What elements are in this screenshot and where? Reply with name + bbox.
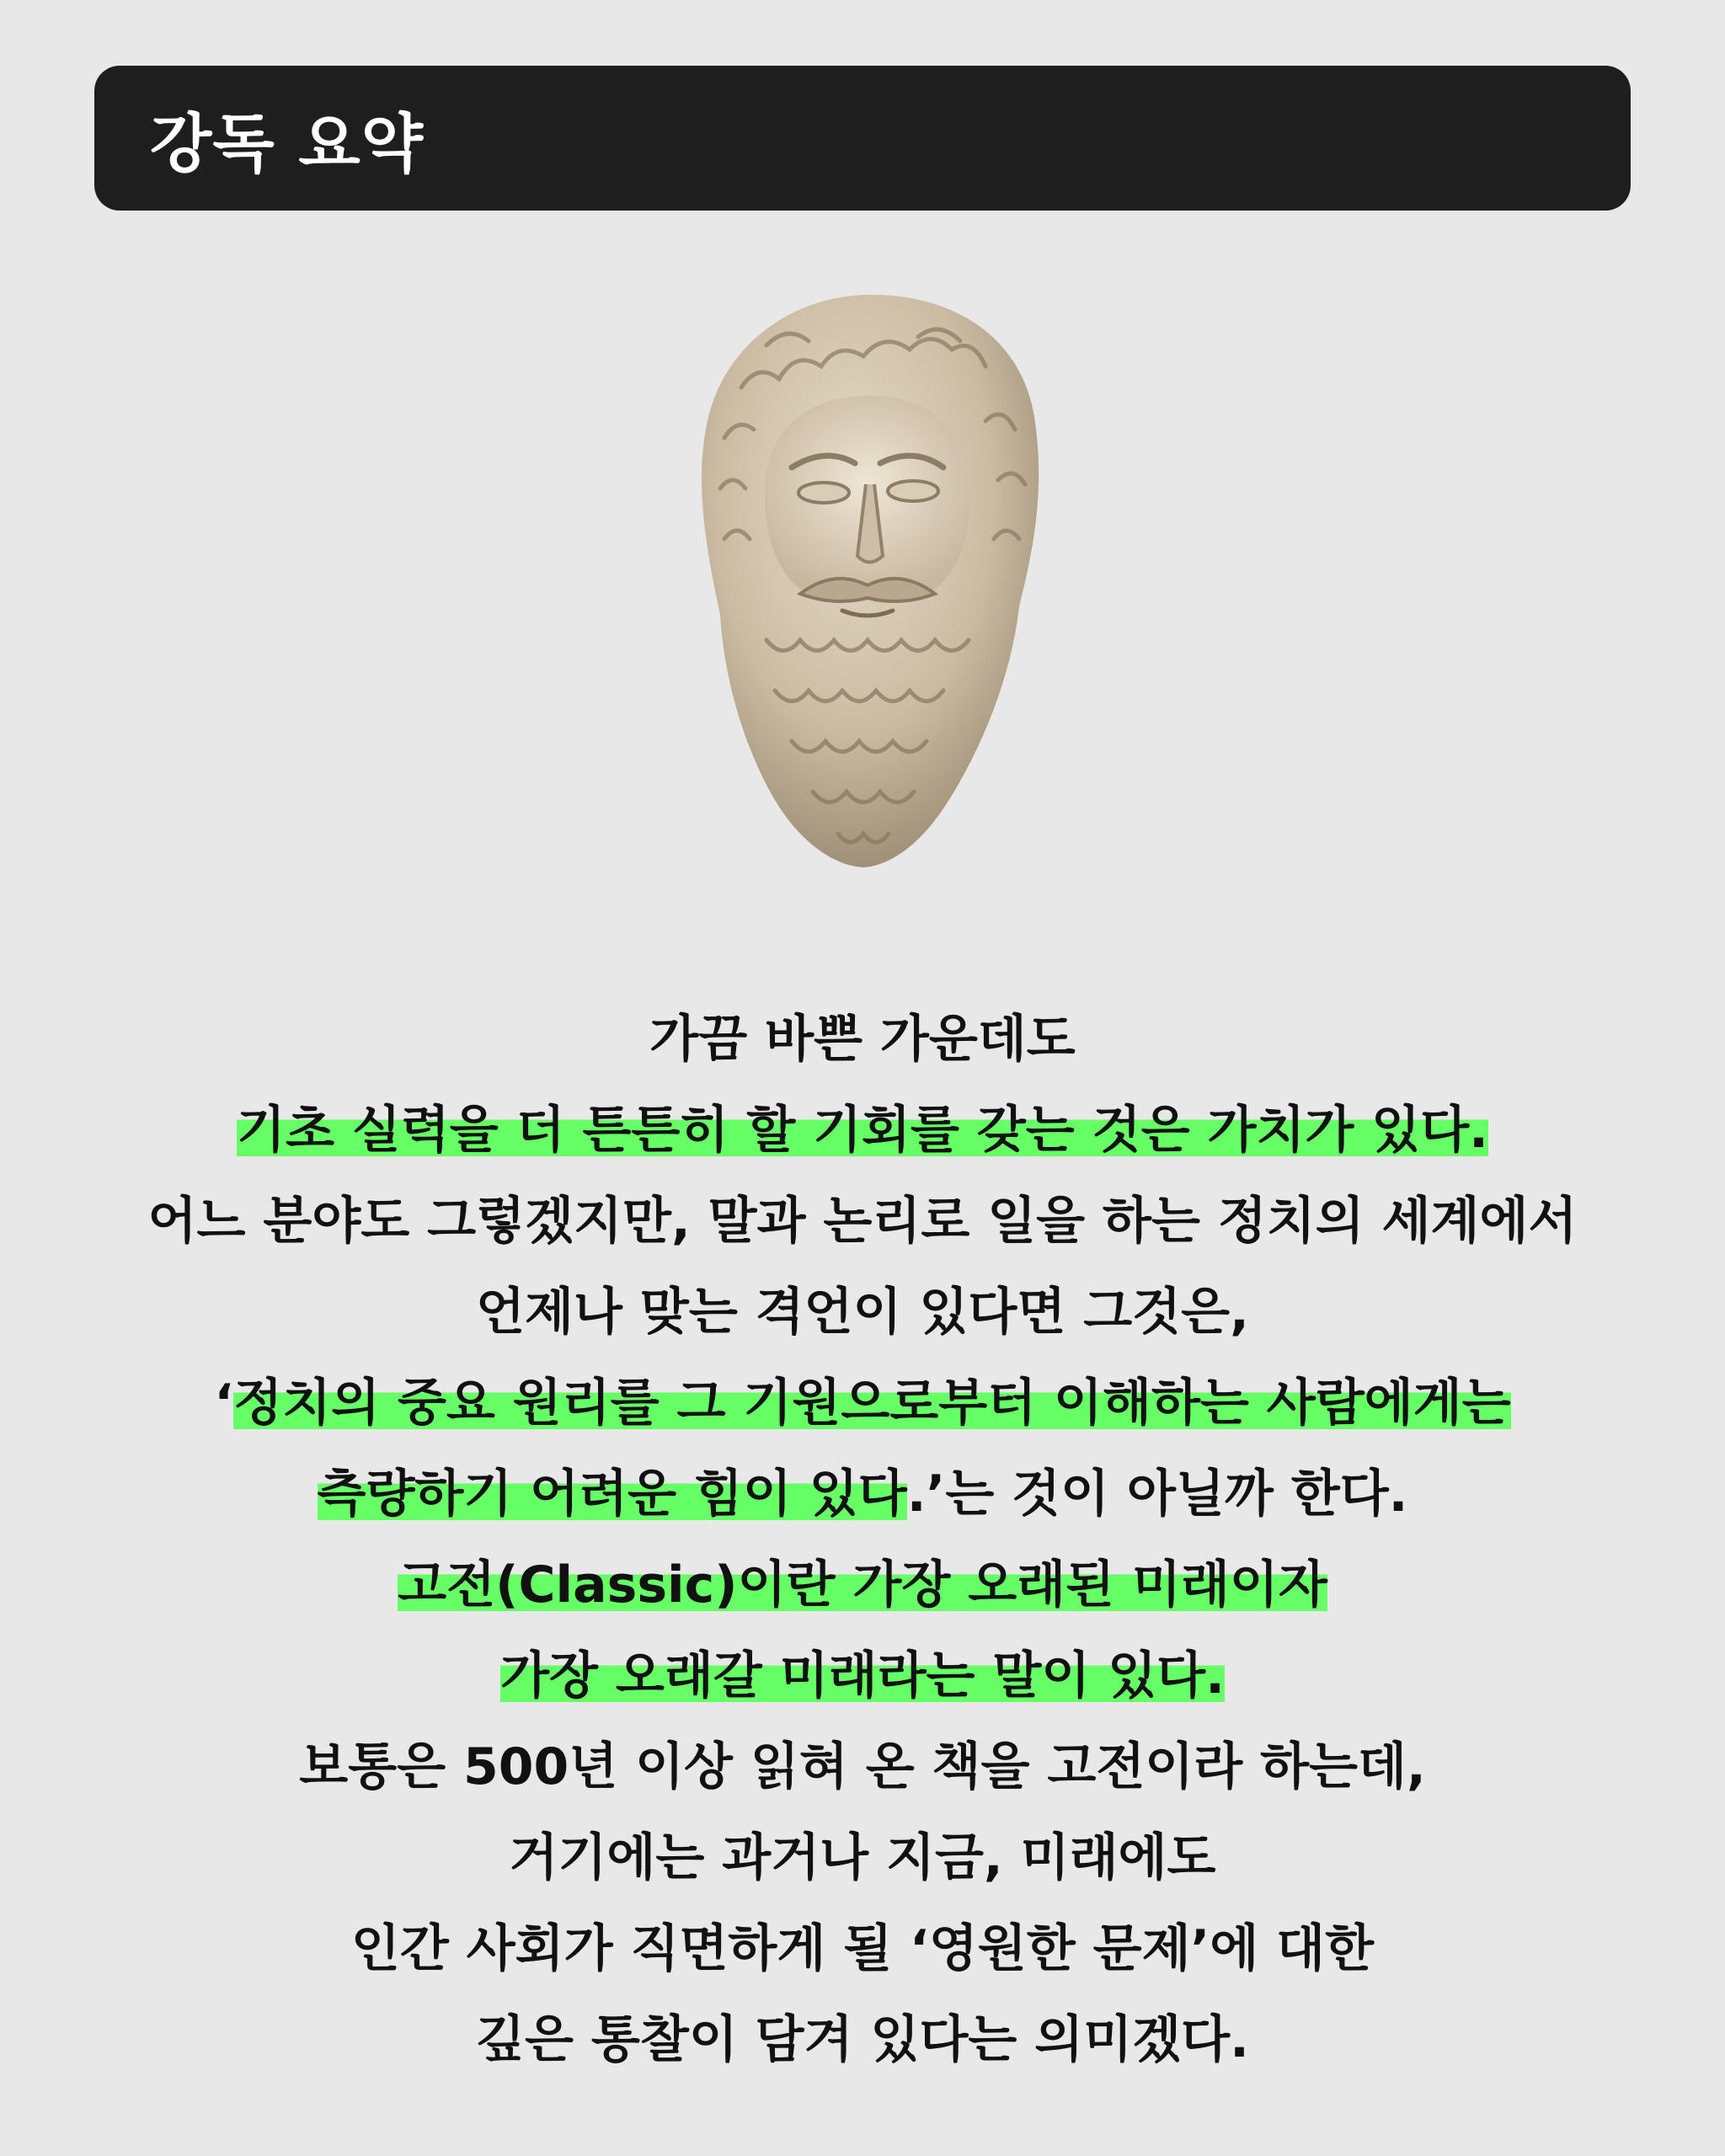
text-line bbox=[34, 994, 1691, 1085]
text-line bbox=[34, 1267, 1691, 1358]
text-line bbox=[34, 1085, 1691, 1176]
text-segment: ‘ bbox=[214, 1374, 234, 1433]
page-title: 강독 요약 bbox=[150, 105, 425, 181]
text-line bbox=[34, 1358, 1691, 1449]
highlighted-text: 기초 실력을 더 튼튼히 할 기회를 갖는 것은 가치가 있다. bbox=[237, 1101, 1488, 1160]
summary-text bbox=[34, 994, 1691, 2085]
highlighted-text: 고전(Classic)이란 가장 오래된 미래이자 bbox=[398, 1556, 1327, 1614]
highlighted-text: 정치의 중요 원리를 그 기원으로부터 이해하는 사람에게는 bbox=[233, 1374, 1511, 1433]
text-line bbox=[34, 1540, 1691, 1630]
text-line bbox=[34, 1721, 1691, 1812]
text-line bbox=[34, 1903, 1691, 1994]
text-segment: 깊은 통찰이 담겨 있다는 의미겠다. bbox=[476, 2010, 1249, 2069]
text-segment: 인간 사회가 직면하게 될 ‘영원한 문제’에 대한 bbox=[350, 1919, 1375, 1978]
highlighted-text: 측량하기 어려운 힘이 있다 bbox=[317, 1465, 907, 1524]
text-segment: 가끔 바쁜 가운데도 bbox=[649, 1010, 1076, 1069]
text-line bbox=[34, 1812, 1691, 1903]
text-line bbox=[34, 1176, 1691, 1267]
text-segment: 언제나 맞는 격언이 있다면 그것은, bbox=[476, 1283, 1249, 1342]
header-bar bbox=[94, 66, 1631, 211]
text-line bbox=[34, 1994, 1691, 2085]
highlighted-text: 가장 오래갈 미래라는 말이 있다. bbox=[500, 1646, 1225, 1705]
text-line bbox=[34, 1449, 1691, 1540]
text-segment: 보통은 500년 이상 읽혀 온 책을 고전이라 하는데, bbox=[299, 1737, 1426, 1796]
text-segment: .’는 것이 아닐까 한다. bbox=[906, 1465, 1408, 1524]
philosopher-bust-image bbox=[674, 286, 1061, 876]
text-line bbox=[34, 1630, 1691, 1721]
text-segment: 어느 분야도 그렇겠지만, 말과 논리로 일을 하는 정치의 세계에서 bbox=[147, 1192, 1578, 1251]
text-segment: 거기에는 과거나 지금, 미래에도 bbox=[509, 1828, 1216, 1887]
